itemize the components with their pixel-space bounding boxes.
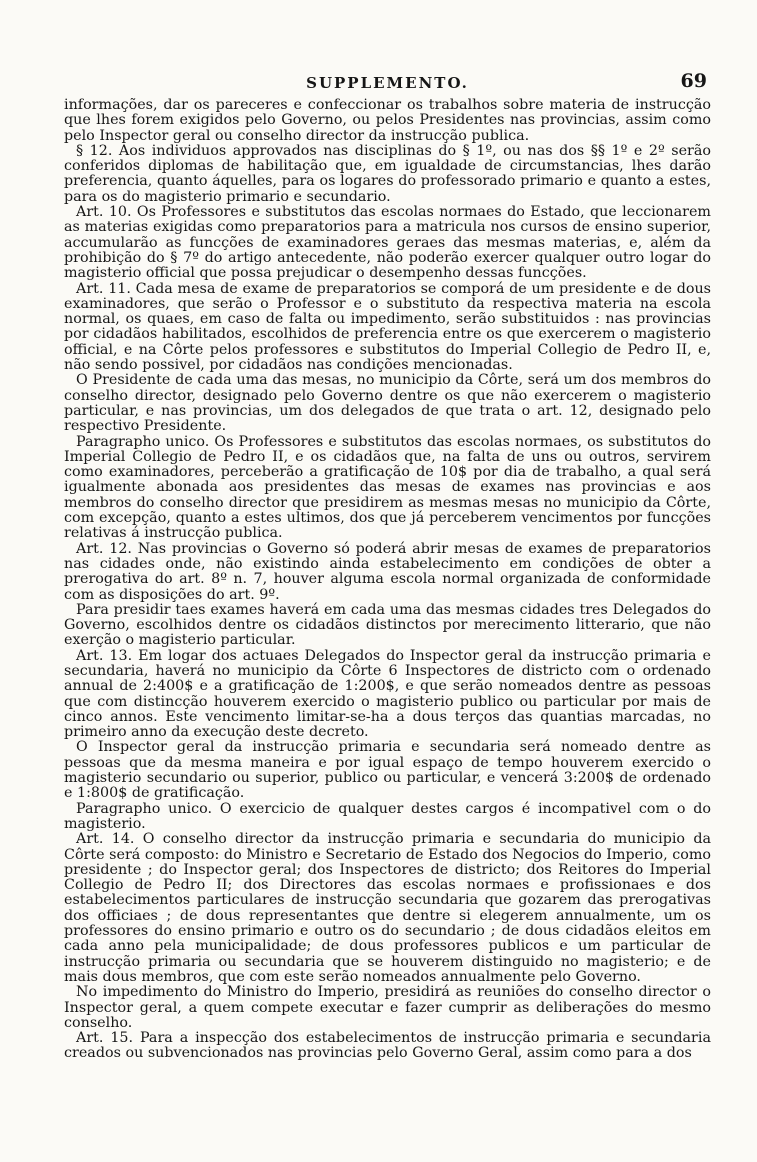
- paragraph: O Inspector geral da instrucção primaria e secundaria será nomeado dentre as pessoas que da mesma maneira e por igual espaço de tempo houverem exercido o magisterio secundario ou superior, publico ou particular, e vencerá 3:200$ de ordenado e 1:800$ de gratificação.: [64, 739, 711, 802]
- paragraph: O Presidente de cada uma das mesas, no municipio da Côrte, será um dos membros do conselho director, designado pelo Governo dentre os que não exercerem o magisterio particular, e nas provincias, um dos delegados de que trata o art. 12, designado pelo respectivo Presidente.: [64, 372, 711, 435]
- running-title: SUPPLEMENTO.: [306, 74, 469, 92]
- paragraph: Art. 14. O conselho director da instrucção primaria e secundaria do municipio da Côrte será composto: do Ministro e Secretario de Estado dos Negocios do Imperio, como presidente ; do Inspector geral; dos Inspectores de districto; dos Reitores do Imperial Collegio de Pedro II; dos Directores das escolas normaes e profissionaes e dos estabelecimentos particulares de instrucção secundaria que gozarem das prerogativas dos officiaes ; de dous representantes que dentre si elegerem annualmente, um os professores do ensino primario e outro os do secundario ; de dous cidadãos eleitos em cada anno pela municipalidade; de dous professores publicos e um particular de instrucção primaria ou secundaria que se houverem distinguido no magisterio; e de mais dous membros, que com este serão nomeados annualmente pelo Governo.: [64, 831, 711, 985]
- paragraph: § 12. Aos individuos approvados nas disciplinas do § 1º, ou nas dos §§ 1º e 2º serão conferidos diplomas de habilitação que, em igualdade de circumstancias, lhes darão preferencia, quanto áquelles, para os logares do professorado primario e quanto a estes, para os do magisterio primario e secundario.: [64, 142, 711, 205]
- body-text: [64, 98, 711, 1062]
- page-number: 69: [680, 70, 707, 92]
- paragraph: Art. 13. Em logar dos actuaes Delegados do Inspector geral da instrucção primaria e secundaria, haverá no municipio da Côrte 6 Inspectores de districto com o ordenado annual de 2:400$ e a gratificação de 1:200$, e que serão nomeados dentre as pessoas que com distincção houverem exercido o magisterio publico ou particular por mais de cinco annos. Este vencimento limitar-se-ha a dous terços das quantias marcadas, no primeiro anno da execução deste decreto.: [64, 647, 711, 741]
- paragraph: Art. 12. Nas provincias o Governo só poderá abrir mesas de exames de preparatorios nas cidades onde, não existindo ainda estabelecimento em condições de obter a prerogativa do art. 8º n. 7, houver alguma escola normal organizada de conformidade com as disposições do art. 9º.: [64, 540, 711, 603]
- paragraph: Paragrapho unico. O exercicio de qualquer destes cargos é incompativel com o do magisterio.: [64, 800, 711, 832]
- paragraph: Paragrapho unico. Os Professores e substitutos das escolas normaes, os substitutos do Imperial Collegio de Pedro II, e os cidadãos que, na falta de uns ou outros, servirem como examinadores, perceberão a gratificação de 10$ por dia de trabalho, a qual será igualmente abonada aos presidentes das mesas de exames nas provincias e aos membros do conselho director que presidirem as mesmas mesas no municipio da Côrte, com excepção, quanto a estes ultimos, dos que já perceberem vencimentos por funcções relativas á instrucção publica.: [64, 433, 711, 542]
- paragraph: Art. 15. Para a inspecção dos estabelecimentos de instrucção primaria e secundaria creados ou subvencionados nas provincias pelo Governo Geral, assim como para a dos: [64, 1030, 711, 1062]
- paragraph: Art. 10. Os Professores e substitutos das escolas normaes do Estado, que leccionarem as materias exigidas como preparatorios para a matricula nos cursos de ensino superior, accumularão as funcções de examinadores geraes das mesmas materias, e, além da prohibição do § 7º do artigo antecedente, não poderão exercer qualquer outro logar do magisterio official que possa prejudicar o desempenho dessas funcções.: [64, 204, 711, 282]
- page-header: [64, 70, 711, 98]
- paragraph: Art. 11. Cada mesa de exame de preparatorios se comporá de um presidente e de dous examinadores, que serão o Professor e o substituto da respectiva materia na escola normal, os quaes, em caso de falta ou impedimento, serão substituidos : nas provincias por cidadãos habilitados, escolhidos de preferencia entre os que exercerem o magisterio official, e na Côrte pelos professores e substitutos do Imperial Collegio de Pedro II, e, não sendo possivel, por cidadãos nas condições mencionadas.: [64, 280, 711, 374]
- paragraph: Para presidir taes exames haverá em cada uma das mesmas cidades tres Delegados do Governo, escolhidos dentre os cidadãos distinctos por merecimento litterario, que não exerção o magisterio particular.: [64, 601, 711, 649]
- paragraph: No impedimento do Ministro do Imperio, presidirá as reuniões do conselho director o Inspector geral, a quem compete executar e fazer cumprir as deliberações do mesmo conselho.: [64, 984, 711, 1031]
- paragraph: informações, dar os pareceres e confeccionar os trabalhos sobre materia de instrucção que lhes forem exigidos pelo Governo, ou pelos Presidentes nas provincias, assim como pelo Inspector geral ou conselho director da instrucção publica.: [64, 97, 711, 144]
